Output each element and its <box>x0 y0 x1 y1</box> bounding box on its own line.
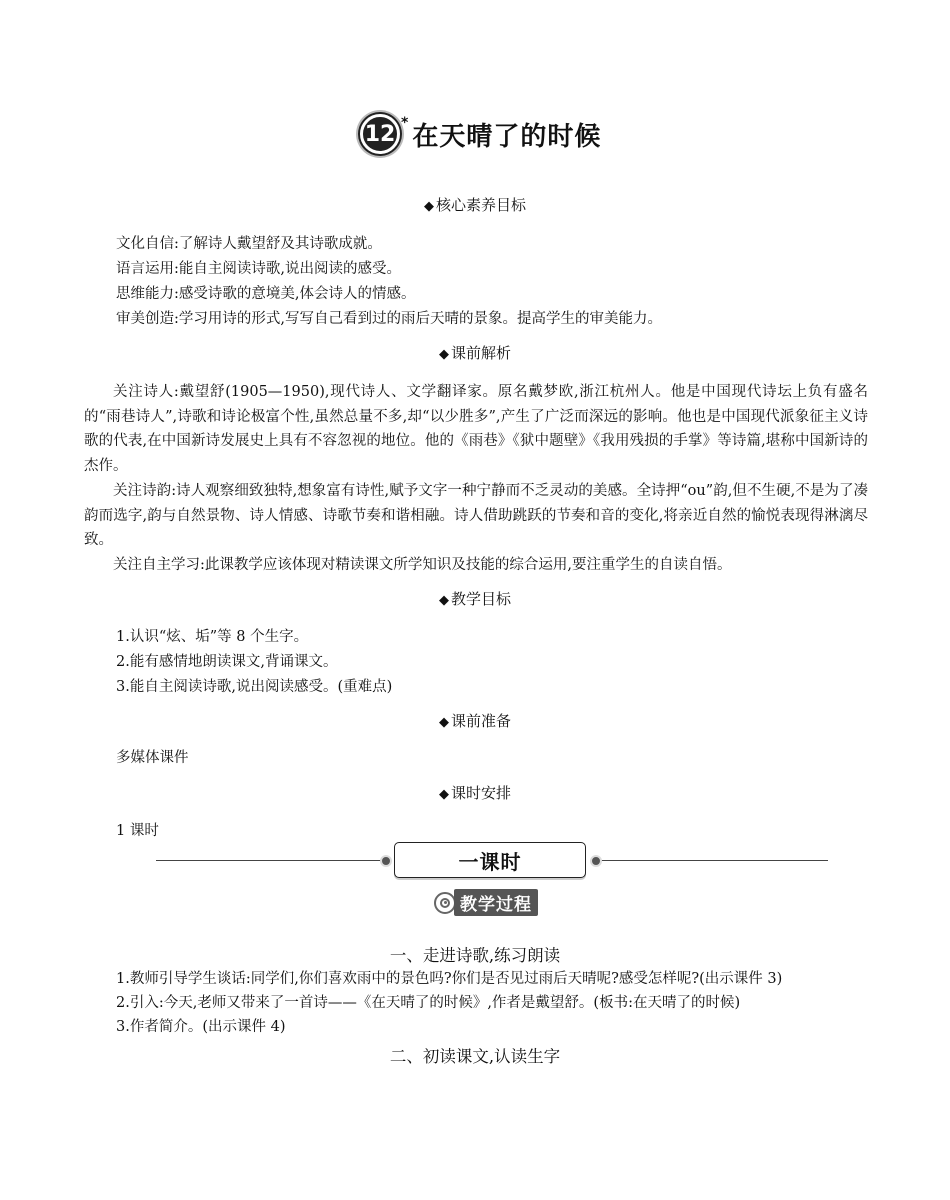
schedule-text: 1 课时 <box>116 823 159 839</box>
process-label: 教学过程 <box>454 889 538 916</box>
step-heading: 一、走进诗歌,练习朗读 <box>389 946 561 965</box>
lesson-title-block <box>360 114 601 154</box>
divider-dot-right <box>590 855 602 867</box>
teaching-goal-item: 1.认识“炫、垢”等 8 个生字。 <box>116 629 309 645</box>
divider-left <box>156 860 388 861</box>
analysis-paragraph-self-study: 关注自主学习:此课教学应该体现对精读课文所学知识及技能的综合运用,要注重学生的自读自悟。 <box>113 557 732 573</box>
step-item: 2.引入:今天,老师又带来了一首诗——《在天晴了的时候》,作者是戴望舒。(板书:在天晴了的时候) <box>116 995 741 1011</box>
preparation-text: 多媒体课件 <box>116 750 189 766</box>
core-goal-item: 文化自信:了解诗人戴望舒及其诗歌成就。 <box>116 236 382 252</box>
period-box <box>394 842 586 878</box>
teaching-goal-item: 3.能自主阅读诗歌,说出阅读感受。(重难点) <box>116 679 393 695</box>
preparation-heading: ◆ 课前准备 <box>438 712 511 730</box>
analysis-paragraph-rhyme: 关注诗韵:诗人观察细致独特,想象富有诗性,赋予文字一种宁静而不乏灵动的美感。全诗押“ou”韵,但不生硬,不是为了凑韵而选字,韵与自然景物、诗人情感、诗歌节奏和谐相融。诗人借助跳跃的节奏和音的变化,将亲近自然的愉悦表现得淋漓尽致。 <box>84 483 868 548</box>
core-goal-item: 思维能力:感受诗歌的意境美,体会诗人的情感。 <box>116 286 416 302</box>
core-goal-item: 审美创造:学习用诗的形式,写写自己看到过的雨后天晴的景象。提高学生的审美能力。 <box>116 311 662 327</box>
period-label: 一课时 <box>458 849 522 874</box>
teaching-goal-item: 2.能有感情地朗读课文,背诵课文。 <box>116 654 338 670</box>
target-icon <box>434 892 456 914</box>
schedule-heading: ◆ 课时安排 <box>438 784 511 802</box>
pre-analysis-heading: ◆ 课前解析 <box>438 344 511 362</box>
diamond-icon: ◆ <box>438 347 449 362</box>
core-goals-heading: ◆ 核心素养目标 <box>423 196 526 214</box>
step-item: 1.教师引导学生谈话:同学们,你们喜欢雨中的景色吗?你们是否见过雨后天晴呢?感受怎样呢?(出示课件 3) <box>116 971 783 987</box>
lesson-number-badge <box>360 114 400 154</box>
divider-right <box>594 860 828 861</box>
step-item: 3.作者简介。(出示课件 4) <box>116 1019 286 1035</box>
lesson-star-mark: * <box>401 115 409 131</box>
diamond-icon: ◆ <box>438 593 449 608</box>
lesson-number: 12 <box>364 121 396 147</box>
step-heading: 二、初读课文,认读生字 <box>389 1047 561 1066</box>
core-goal-item: 语言运用:能自主阅读诗歌,说出阅读的感受。 <box>116 261 401 277</box>
diamond-icon: ◆ <box>438 715 449 730</box>
diamond-icon: ◆ <box>438 787 449 802</box>
teaching-goals-heading: ◆ 教学目标 <box>438 590 511 608</box>
lesson-title: 在天晴了的时候 <box>412 121 602 152</box>
analysis-paragraph-poet: 关注诗人:戴望舒(1905—1950),现代诗人、文学翻译家。原名戴梦欧,浙江杭州人。他是中国现代诗坛上负有盛名的“雨巷诗人”,诗歌和诗论极富个性,虽然总量不多,却“以少胜多”,产生了广泛而深远的影响。他也是中国现代派象征主义诗歌的代表,在中国新诗发展史上具有不容忽视的地位。他的《雨巷》《狱中题壁》《我用残损的手掌》等诗篇,堪称中国新诗的杰作。 <box>84 384 868 474</box>
teaching-process-tag <box>434 889 538 916</box>
divider-dot-left <box>380 855 392 867</box>
diamond-icon: ◆ <box>423 199 434 214</box>
